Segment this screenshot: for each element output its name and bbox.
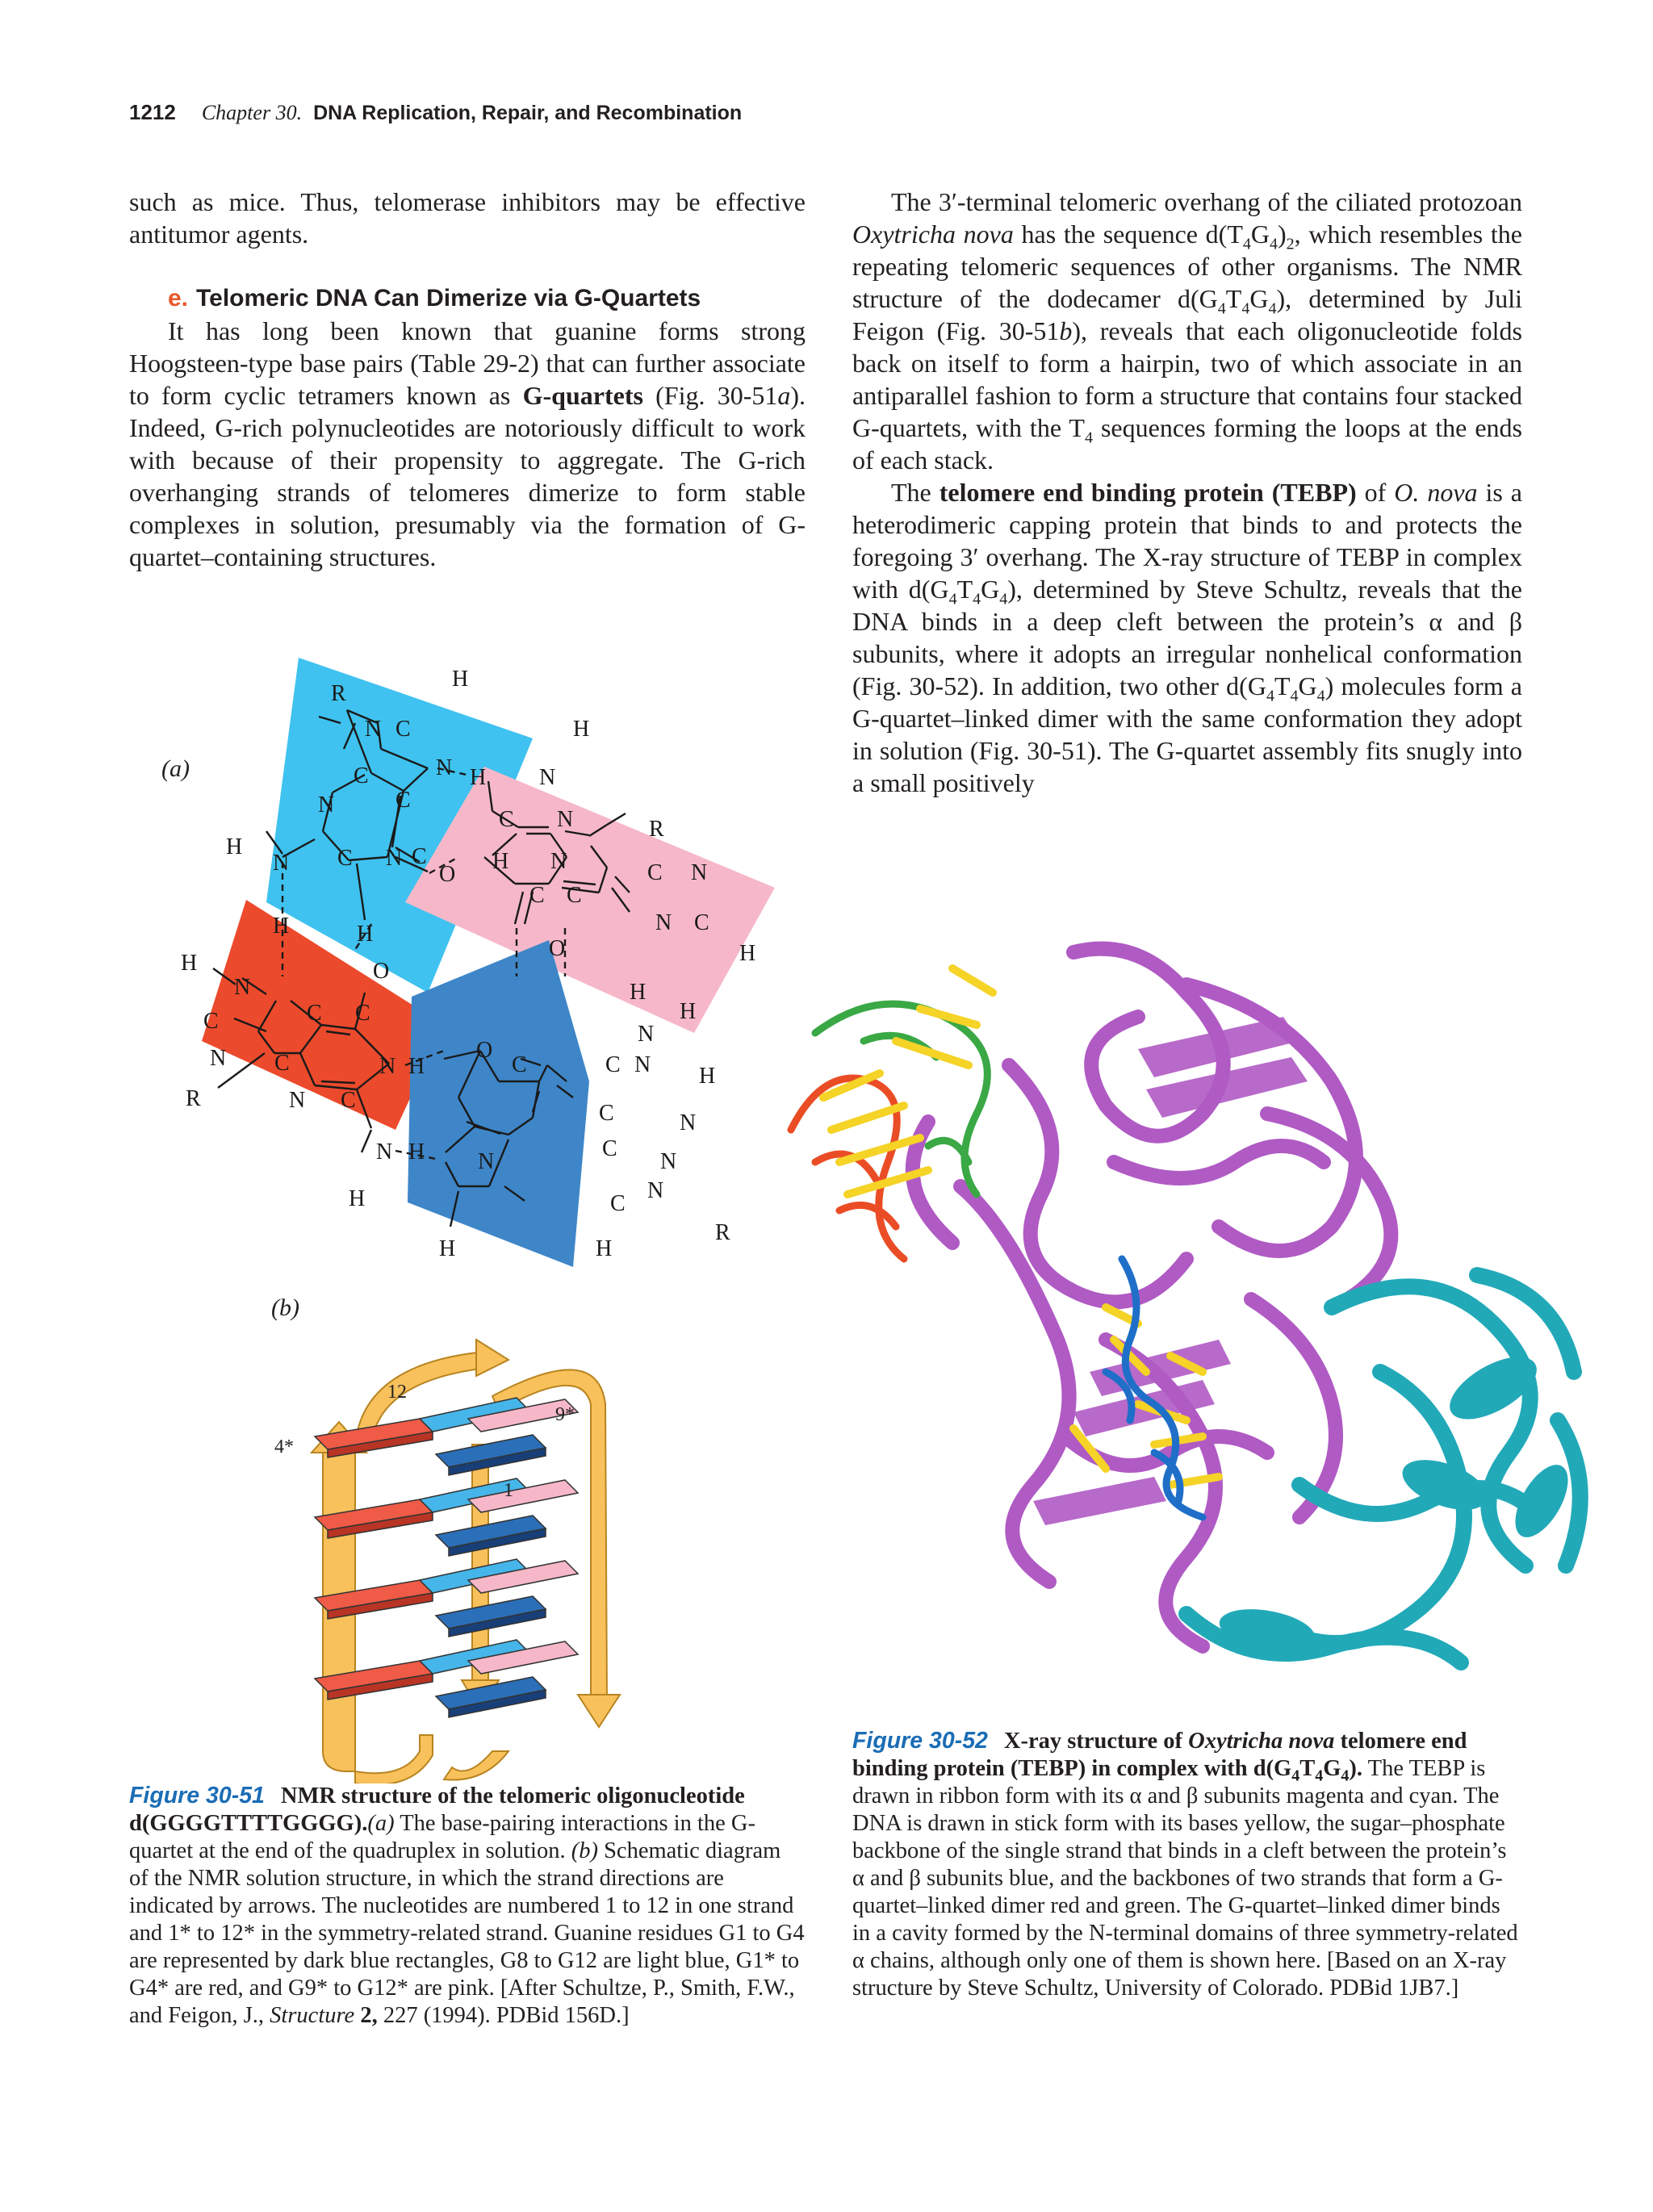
figure-panel-label-a: (a) [161,755,190,782]
svg-text:N: N [647,1178,664,1203]
svg-text:H: H [596,1236,613,1261]
protein-beta-subunit [1186,1275,1580,1662]
right-text-column [852,186,1522,799]
dna-dimer-backbone-red [791,1078,904,1259]
left-text-column [129,186,806,573]
svg-text:9*: 9* [555,1404,575,1425]
svg-text:N: N [376,1139,393,1165]
svg-text:N: N [638,1022,655,1047]
tebp-ribbon-structure [767,920,1614,1695]
g-quartet-structure-diagram [153,646,799,1275]
g-quartet-paragraph: It has long been known that guanine forms strong Hoogsteen-type base pairs (Table 29-2) that can further associate to form cyclic tetramers known as G-quartets (Fig. 30-51a). Indeed, G-rich polynucleotides are notoriously difficult to work with because of their propensity to aggregate. The G-rich overhanging strands of telomeres dimerize to form stable complexes in solution, presumably via the formation of G-quartet–containing structures. [129,316,806,571]
svg-text:C: C [274,1051,290,1076]
svg-text:N: N [478,1149,495,1174]
svg-text:H: H [226,834,243,859]
figure-30-52-label: Figure 30-52 [852,1728,988,1754]
svg-text:C: C [512,1052,527,1077]
svg-text:H: H [573,717,590,742]
svg-text:N: N [273,851,290,876]
svg-text:N: N [436,755,453,780]
svg-text:O: O [373,959,390,984]
svg-text:H: H [739,941,756,966]
svg-text:C: C [605,1052,621,1077]
chapter-label: Chapter 30. [201,101,303,124]
svg-text:H: H [470,765,487,790]
svg-text:H: H [357,922,374,947]
svg-text:H: H [349,1186,366,1211]
svg-text:C: C [203,1009,219,1034]
tebp-paragraph: The telomere end binding protein (TEBP) of O. nova is a heterodimeric capping protein that binds to and protects the foregoing 3′ overhang. The X-ray structure of TEBP in complex with $d(G_4T_4G_4)$, determined by Steve Schultz, reveals that the DNA binds in a deep cleft between the protein’s α and β subunits, where it adopts an irregular nonhelical conformation (Fig. 30-52). In addition, two other $d(G_4T_4G_4)$ molecules form a G-quartet–linked dimer with the same conformation they adopt in solution (Fig. 30-51). The G-quartet assembly fits snugly into a small positively [852,478,1523,797]
svg-text:C: C [337,846,353,871]
svg-text:H: H [492,849,509,874]
svg-text:H: H [181,951,198,976]
svg-text:N: N [386,846,403,871]
svg-text:C: C [341,1088,356,1113]
oxytricha-paragraph: The 3′-terminal telomeric overhang of the ciliated protozoan Oxytricha nova has the sequence $d(T_4G_4)_2$, which resembles the repeating telomeric sequences of other organisms. The NMR structure of the dodecamer $d(G_4T_4G_4)$, determined by Juli Feigon (Fig. 30-51b), reveals that each oligonucleotide folds back on itself to form a hairpin, two of which associate in an antiparallel fashion to form a structure that contains four stacked G-quartets, with the $T_4$ sequences forming the loops at the ends of each stack. [852,187,1523,475]
page-number: 1212 [129,100,176,124]
svg-text:N: N [539,765,556,790]
section-title: Telomeric DNA Can Dimerize via G-Quartets [196,285,701,312]
svg-text:C: C [395,788,411,813]
svg-text:N: N [234,975,251,1000]
term-g-quartets: G-quartets [522,381,643,410]
svg-text:N: N [289,1088,306,1113]
svg-text:N: N [550,849,567,874]
svg-text:C: C [412,844,427,869]
svg-text:N: N [365,717,382,742]
svg-text:C: C [307,1001,322,1026]
figure-30-52-caption: Figure 30-52 X-ray structure of Oxytricha nova telomere end binding protein (TEBP) in complex with $d(G_4T_4G_4)$. The TEBP is drawn in ribbon form with its α and β subunits magenta and cyan. The DNA is drawn in stick form with its bases yellow, the sugar–phosphate backbone of the single strand that binds in a cleft between the protein’s α and β subunits blue, and the backbones of two strands that form a G-quartet–linked dimer red and green. The G-quartet–linked dimer binds in a cavity formed by the N-terminal domains of three symmetry-related α chains, although only one of them is shown here. [Based on an X-ray structure by Steve Schultz, University of Colorado. PDBid 1JB7.] [852,1728,1518,2001]
svg-text:4*: 4* [274,1436,294,1457]
svg-text:O: O [476,1038,493,1063]
svg-text:R: R [715,1220,730,1245]
chapter-title: DNA Replication, Repair, and Recombination [313,102,743,124]
svg-text:1: 1 [504,1480,513,1501]
svg-text:N: N [660,1149,677,1174]
svg-text:C: C [602,1136,617,1161]
svg-text:O: O [549,936,566,961]
svg-text:C: C [567,883,582,908]
svg-text:H: H [439,1236,456,1261]
figure-30-51-label: Figure 30-51 [129,1783,265,1808]
svg-text:C: C [354,763,369,788]
svg-text:N: N [691,860,708,885]
svg-text:H: H [630,980,647,1005]
svg-text:N: N [318,792,335,817]
svg-text:H: H [680,999,697,1024]
figure-30-51-caption: Figure 30-51 NMR structure of the telomeric oligonucleotide d(GGGGTTTTGGGG).(a) The base-pairing interactions in the G-quartet at the end of the quadruplex in solution. (b) Schematic diagram of the NMR solution structure, in which the strand directions are indicated by arrows. The nucleotides are numbered 1 to 12 in one strand and 1* to 12* in the symmetry-related strand. Guanine residues G1 to G4 are represented by dark blue rectangles, G8 to G12 are light blue, G1* to G4* are red, and G9* to G12* are pink. [After Schultze, P., Smith, F.W., and Feigon, J., Structure 2, 227 (1994). PDBid 156D.] [129,1783,805,2028]
svg-text:N: N [557,807,574,832]
svg-text:R: R [186,1086,201,1111]
svg-text:H: H [408,1139,425,1165]
term-tebp: telomere end binding protein (TEBP) [939,478,1357,507]
svg-text:N: N [634,1052,651,1077]
svg-text:N: N [210,1046,227,1071]
blue-guanine-block [408,940,589,1267]
svg-text:C: C [529,883,545,908]
svg-text:O: O [439,862,456,887]
svg-text:H: H [452,667,469,692]
svg-text:R: R [331,681,346,706]
figure-30-52-title: X-ray structure of Oxytricha nova telomere end binding protein (TEBP) in complex with $d(G_4T_4G_4)$. [852,1729,1467,1785]
figure-panel-label-b: (b) [271,1294,299,1321]
svg-text:H: H [408,1054,425,1079]
svg-text:N: N [680,1110,697,1135]
svg-text:C: C [355,1001,370,1026]
svg-text:C: C [647,860,663,885]
svg-text:N: N [379,1054,396,1079]
svg-text:C: C [610,1191,626,1216]
continued-paragraph: such as mice. Thus, telomerase inhibitors may be effective antitumor agents. [129,187,806,249]
svg-text:C: C [499,807,514,832]
svg-text:H: H [699,1064,716,1089]
svg-text:R: R [649,817,664,842]
svg-text:12: 12 [387,1382,407,1403]
svg-text:H: H [273,914,290,939]
quadruplex-schematic [274,1332,694,1783]
svg-text:C: C [395,717,411,742]
section-letter: e. [168,285,189,312]
running-header [129,100,742,132]
svg-text:C: C [694,910,709,935]
svg-text:C: C [599,1101,614,1126]
section-heading [168,282,806,315]
figure-30-51-title: NMR structure of the telomeric oligonucleotide d(GGGGTTTTGGGG). [129,1783,745,1836]
svg-text:N: N [655,910,672,935]
